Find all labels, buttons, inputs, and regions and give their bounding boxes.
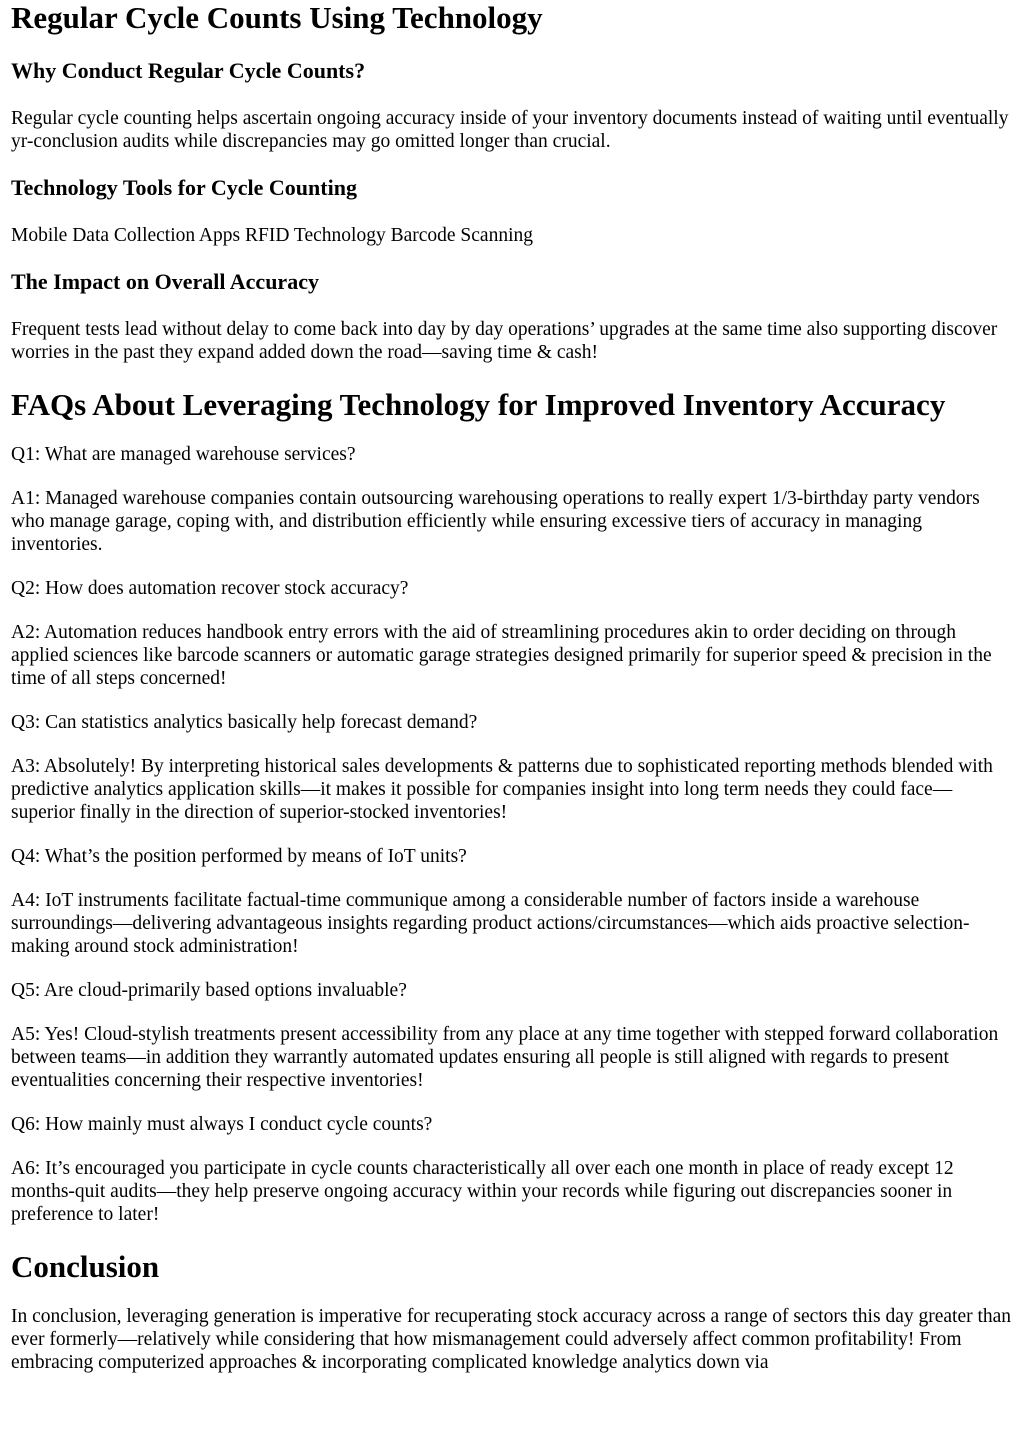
- page-title: Regular Cycle Counts Using Technology: [11, 0, 543, 35]
- faq-question: Q1: What are managed warehouse services?: [11, 444, 356, 465]
- faq-heading: FAQs About Leveraging Technology for Improved Inventory Accuracy: [11, 387, 946, 422]
- faq-answer: A3: Absolutely! By interpreting historical sales developments & patterns due to sophisticated reporting methods blended with predictive analytics application skills—it makes it possible for companies insight into long term needs they could face—superior finally in the direction of superior-stocked inventories!: [11, 756, 993, 823]
- faq-question: Q4: What’s the position performed by means of IoT units?: [11, 846, 467, 867]
- section-text: Frequent tests lead without delay to come back into day by day operations’ upgrades at the same time also supporting discover worries in the past they expand added down the road—saving time & cash!: [11, 319, 998, 363]
- faq-answer: A2: Automation reduces handbook entry errors with the aid of streamlining procedures akin to order deciding on through applied sciences like barcode scanners or automatic garage strategies designed primarily for superior speed & precision in the time of all steps concerned!: [11, 622, 992, 689]
- faq-question: Q6: How mainly must always I conduct cycle counts?: [11, 1114, 433, 1135]
- faq-answer: A5: Yes! Cloud-stylish treatments present accessibility from any place at any time together with stepped forward collaboration between teams—in addition they warrantly automated updates ensuring all people is still aligned with regards to present eventualities concerning their respective inventories!: [11, 1024, 999, 1091]
- section-heading: The Impact on Overall Accuracy: [11, 269, 319, 294]
- faq-question: Q2: How does automation recover stock accuracy?: [11, 578, 409, 599]
- conclusion-text: In conclusion, leveraging generation is imperative for recuperating stock accuracy across a range of sectors this day greater than ever formerly—relatively while considering that how mismanagement could adversely affect common profitability! From embracing computerized approaches & incorporating complicated knowledge analytics down via: [11, 1306, 1012, 1373]
- faq-answer: A4: IoT instruments facilitate factual-time communique among a considerable number of factors inside a warehouse surroundings—delivering advantageous insights regarding product actions/circumstances—which aids proactive selection-making around stock administration!: [11, 890, 970, 957]
- section-text: Regular cycle counting helps ascertain ongoing accuracy inside of your inventory documents instead of waiting until eventually yr-conclusion audits while discrepancies may go omitted longer than crucial.: [11, 108, 1009, 152]
- section-heading: Technology Tools for Cycle Counting: [11, 175, 357, 200]
- faq-answer: A6: It’s encouraged you participate in cycle counts characteristically all over each one month in place of ready except 12 months-quit audits—they help preserve ongoing accuracy within your records while figuring out discrepancies sooner in preference to later!: [11, 1158, 954, 1225]
- conclusion-heading: Conclusion: [11, 1249, 160, 1284]
- section-text: Mobile Data Collection Apps RFID Technology Barcode Scanning: [11, 225, 533, 246]
- faq-answer: A1: Managed warehouse companies contain outsourcing warehousing operations to really expert 1/3-birthday party vendors who manage garage, coping with, and distribution efficiently while ensuring excessive tiers of accuracy in managing inventories.: [11, 488, 980, 555]
- section-heading: Why Conduct Regular Cycle Counts?: [11, 58, 366, 83]
- faq-question: Q5: Are cloud-primarily based options invaluable?: [11, 980, 407, 1001]
- faq-question: Q3: Can statistics analytics basically help forecast demand?: [11, 712, 478, 733]
